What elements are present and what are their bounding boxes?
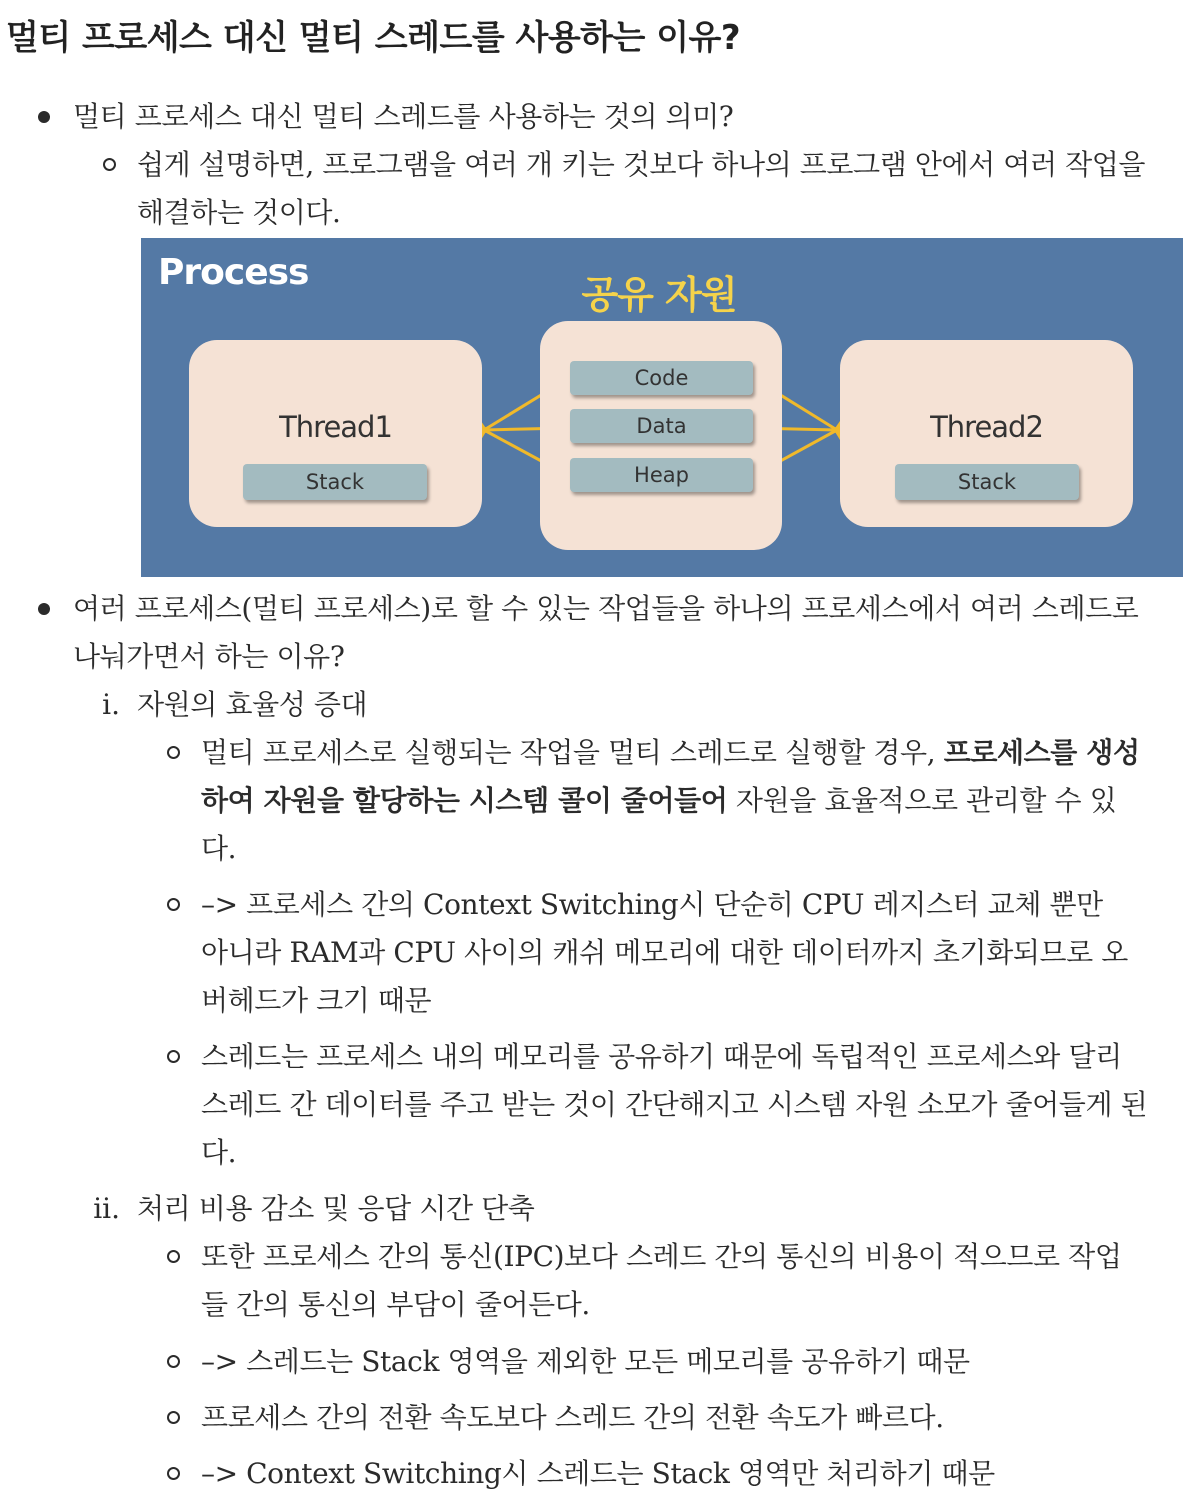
bullet-circle-icon (167, 1411, 180, 1424)
bullet-circle-icon (103, 158, 116, 171)
item-i-p1-line1 (201, 729, 1140, 777)
thread2-stack: Stack (895, 464, 1079, 500)
bullet2-line2: 나눠가면서 하는 이유? (73, 640, 345, 673)
item-i-p1-line2-post: 자원을 효율적으로 관리할 수 있 (727, 784, 1117, 817)
thread1-label: Thread1 (279, 410, 392, 444)
process-thread-diagram (141, 238, 1183, 577)
bullet-disc-icon (38, 603, 50, 615)
bullet-circle-icon (167, 1355, 180, 1368)
bullet1-text: 멀티 프로세스 대신 멀티 스레드를 사용하는 것의 의미? (73, 100, 734, 133)
process-label: Process (158, 252, 309, 293)
item-ii-p1-line2: 들 간의 통신의 부담이 줄어든다. (201, 1288, 590, 1321)
shared-resource-box (540, 321, 782, 550)
item-i-p1-line1-pre: 멀티 프로세스로 실행되는 작업을 멀티 스레드로 실행할 경우, (201, 736, 944, 769)
item-i-p3-line3: 다. (201, 1136, 237, 1169)
item-i-p1-line1-bold: 프로세스를 생성 (943, 736, 1140, 769)
thread2-box (840, 340, 1133, 527)
item-ii-p1-line1: 또한 프로세스 간의 통신(IPC)보다 스레드 간의 통신의 비용이 적으므로 작업 (201, 1240, 1122, 1273)
bullet-disc-icon (38, 111, 50, 123)
item-i-p1-line2 (201, 777, 1116, 825)
thread2-label: Thread2 (930, 410, 1043, 444)
item-i-p1-line2-bold: 하여 자원을 할당하는 시스템 콜이 줄어들어 (201, 784, 728, 817)
item-i-p3-line1: 스레드는 프로세스 내의 메모리를 공유하기 때문에 독립적인 프로세스와 달리 (201, 1040, 1122, 1073)
bullet1-sub-line2: 해결하는 것이다. (137, 196, 341, 229)
item-i-p1-line3: 다. (201, 832, 237, 865)
item-ii-p3: 프로세스 간의 전환 속도보다 스레드 간의 전환 속도가 빠르다. (201, 1401, 944, 1434)
heap-segment: Heap (570, 458, 753, 492)
bullet-circle-icon (167, 1467, 180, 1480)
thread1-stack: Stack (243, 464, 427, 500)
code-segment: Code (570, 361, 753, 395)
item-ii-numeral: ii. (93, 1192, 120, 1225)
data-segment: Data (570, 409, 753, 443)
bullet-circle-icon (167, 898, 180, 911)
bullet-circle-icon (167, 1250, 180, 1263)
item-i-p2-line2: 아니라 RAM과 CPU 사이의 캐쉬 메모리에 대한 데이터까지 초기화되므로 오 (201, 936, 1128, 969)
item-i-p2-line1: –> 프로세스 간의 Context Switching시 단순히 CPU 레지스터 교체 뿐만 (201, 888, 1103, 921)
item-ii-p4: –> Context Switching시 스레드는 Stack 영역만 처리하기 때문 (201, 1457, 995, 1490)
shared-resource-label: 공유 자원 (581, 273, 737, 317)
item-ii-p2: –> 스레드는 Stack 영역을 제외한 모든 메모리를 공유하기 때문 (201, 1345, 970, 1378)
page-title: 멀티 프로세스 대신 멀티 스레드를 사용하는 이유? (6, 18, 741, 58)
bullet-circle-icon (167, 1050, 180, 1063)
item-ii-heading: 처리 비용 감소 및 응답 시간 단축 (137, 1192, 535, 1225)
item-i-p3-line2: 스레드 간 데이터를 주고 받는 것이 간단해지고 시스템 자원 소모가 줄어들게 된 (201, 1088, 1148, 1121)
bullet-circle-icon (167, 746, 180, 759)
bullet1-sub-line1: 쉽게 설명하면, 프로그램을 여러 개 키는 것보다 하나의 프로그램 안에서 여러 작업을 (137, 148, 1146, 181)
item-i-heading: 자원의 효율성 증대 (137, 688, 368, 721)
item-i-p2-line3: 버헤드가 크기 때문 (201, 984, 432, 1017)
bullet2-line1: 여러 프로세스(멀티 프로세스)로 할 수 있는 작업들을 하나의 프로세스에서 여러 스레드로 (73, 592, 1139, 625)
thread1-box (189, 340, 482, 527)
item-i-numeral: i. (102, 688, 120, 721)
